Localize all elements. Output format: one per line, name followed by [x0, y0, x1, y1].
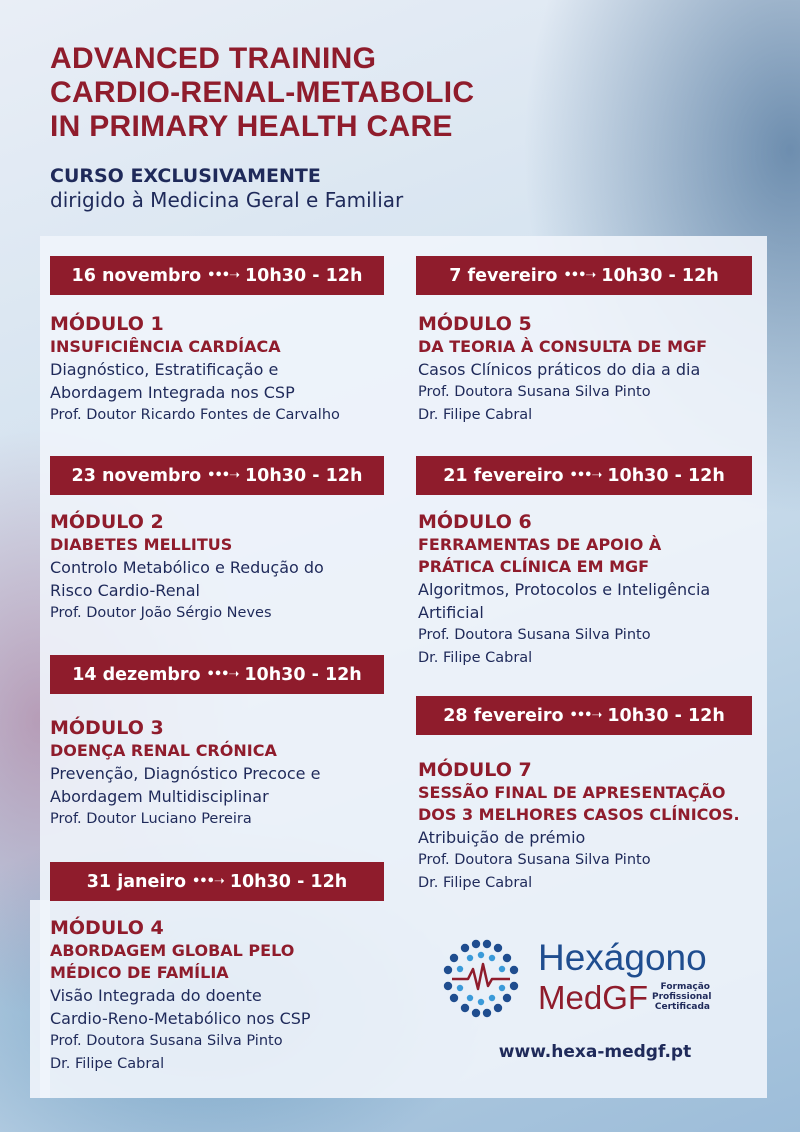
module-label: MÓDULO 7 — [418, 759, 532, 781]
hexagon-dots-heartbeat-icon — [440, 936, 530, 1026]
brand-name-sub: MedGF — [538, 979, 649, 1016]
module-label: MÓDULO 3 — [50, 717, 164, 739]
module-professor: Prof. Doutor João Sérgio Neves — [50, 605, 272, 621]
module-professor: Prof. Doutora Susana Silva Pinto — [418, 384, 651, 400]
hexagono-logo — [440, 936, 740, 1026]
header — [50, 42, 474, 213]
arrow-right-icon: •••➝ — [191, 874, 224, 889]
date-label: 28 fevereiro — [443, 705, 564, 726]
arrow-right-icon: •••➝ — [206, 667, 239, 682]
module-desc: Cardio-Reno-Metabólico nos CSP — [50, 1009, 311, 1028]
module-title: DA TEORIA À CONSULTA DE MGF — [418, 337, 708, 356]
module-desc: Visão Integrada do doente — [50, 986, 262, 1005]
title-line: IN PRIMARY HEALTH CARE — [50, 110, 453, 143]
module-title: DOS 3 MELHORES CASOS CLÍNICOS. — [418, 805, 740, 824]
brand-name: Hexágono — [538, 937, 707, 978]
module-title: FERRAMENTAS DE APOIO À — [418, 535, 662, 554]
date-bar-module-1 — [50, 256, 384, 295]
tagline-line: Formação — [660, 982, 710, 992]
module-7 — [418, 758, 763, 895]
module-desc: Abordagem Integrada nos CSP — [50, 383, 295, 402]
title-line: CARDIO-RENAL-METABOLIC — [50, 76, 475, 109]
arrow-right-icon: •••➝ — [207, 268, 239, 283]
module-6 — [418, 510, 763, 670]
subtitle-strong: CURSO EXCLUSIVAMENTE — [50, 165, 321, 187]
date-label: 31 janeiro — [86, 871, 186, 892]
module-professor: Prof. Doutora Susana Silva Pinto — [418, 627, 651, 643]
date-bar-module-5 — [416, 256, 752, 295]
module-desc: Atribuição de prémio — [418, 828, 586, 847]
module-label: MÓDULO 5 — [418, 313, 532, 335]
website-link[interactable]: www.hexa-medgf.pt — [498, 1042, 692, 1062]
date-bar-module-3 — [50, 655, 384, 694]
time-label: 10h30 - 12h — [601, 265, 719, 286]
module-label: MÓDULO 2 — [50, 511, 164, 533]
tagline-line: Certificada — [654, 1002, 710, 1012]
tagline-line: Profissional — [652, 992, 712, 1002]
module-desc: Algoritmos, Protocolos e Inteligência — [418, 580, 711, 599]
arrow-right-icon: •••➝ — [569, 468, 602, 483]
module-title: ABORDAGEM GLOBAL PELO — [50, 941, 295, 960]
module-desc: Artificial — [418, 603, 484, 622]
module-desc: Diagnóstico, Estratificação e — [50, 360, 279, 379]
date-label: 21 fevereiro — [443, 465, 564, 486]
time-label: 10h30 - 12h — [607, 705, 725, 726]
date-bar-module-6 — [416, 456, 752, 495]
time-label: 10h30 - 12h — [229, 871, 348, 892]
module-title: DIABETES MELLITUS — [50, 535, 233, 554]
content-panel-extension — [30, 900, 50, 1098]
page-title — [50, 42, 474, 144]
date-bar-module-2 — [50, 456, 384, 495]
time-label: 10h30 - 12h — [245, 265, 363, 286]
date-label: 14 dezembro — [72, 664, 201, 685]
module-title: DOENÇA RENAL CRÓNICA — [50, 741, 277, 760]
module-label: MÓDULO 4 — [50, 917, 164, 939]
module-4 — [50, 916, 400, 1076]
module-desc: Casos Clínicos práticos do dia a dia — [418, 360, 701, 379]
module-professor: Prof. Doutora Susana Silva Pinto — [50, 1033, 283, 1049]
time-label: 10h30 - 12h — [245, 465, 363, 486]
subtitle-light: dirigido à Medicina Geral e Familiar — [50, 188, 404, 212]
time-label: 10h30 - 12h — [244, 664, 362, 685]
module-3 — [50, 716, 400, 831]
title-line: ADVANCED TRAINING — [50, 42, 377, 75]
module-5 — [418, 312, 763, 427]
arrow-right-icon: •••➝ — [569, 708, 602, 723]
module-title: INSUFICIÊNCIA CARDÍACA — [50, 337, 281, 356]
module-professor: Prof. Doutor Ricardo Fontes de Carvalho — [50, 407, 340, 423]
module-title: SESSÃO FINAL DE APRESENTAÇÃO — [418, 783, 726, 802]
module-professor: Dr. Filipe Cabral — [50, 1056, 165, 1072]
module-title: PRÁTICA CLÍNICA EM MGF — [418, 557, 650, 576]
module-1 — [50, 312, 400, 427]
module-2 — [50, 510, 400, 625]
date-bar-module-4 — [50, 862, 384, 901]
date-label: 7 fevereiro — [449, 265, 558, 286]
date-label: 16 novembro — [71, 265, 202, 286]
date-label: 23 novembro — [71, 465, 202, 486]
time-label: 10h30 - 12h — [607, 465, 725, 486]
module-professor: Prof. Doutor Luciano Pereira — [50, 811, 252, 827]
module-desc: Risco Cardio-Renal — [50, 581, 200, 600]
module-professor: Dr. Filipe Cabral — [418, 407, 533, 423]
module-professor: Prof. Doutora Susana Silva Pinto — [418, 852, 651, 868]
module-label: MÓDULO 1 — [50, 313, 164, 335]
arrow-right-icon: •••➝ — [563, 268, 596, 283]
module-desc: Abordagem Multidisciplinar — [50, 787, 269, 806]
date-bar-module-7 — [416, 696, 752, 735]
arrow-right-icon: •••➝ — [207, 468, 239, 483]
module-title: MÉDICO DE FAMÍLIA — [50, 963, 229, 982]
module-desc: Prevenção, Diagnóstico Precoce e — [50, 764, 321, 783]
module-label: MÓDULO 6 — [418, 511, 532, 533]
module-professor: Dr. Filipe Cabral — [418, 875, 533, 891]
module-desc: Controlo Metabólico e Redução do — [50, 558, 324, 577]
module-professor: Dr. Filipe Cabral — [418, 650, 533, 666]
brand-tagline — [652, 982, 710, 1012]
